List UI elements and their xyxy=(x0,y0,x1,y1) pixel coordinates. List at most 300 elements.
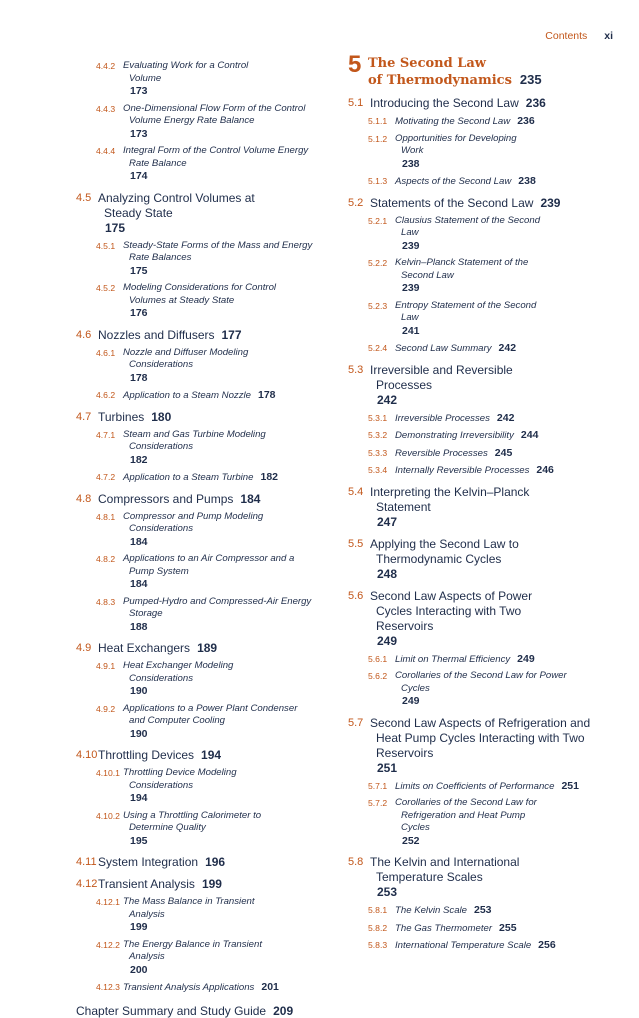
subsection-5-6-1[interactable] xyxy=(368,653,624,667)
entry-number: 4.9 xyxy=(76,642,92,654)
entry-page: 176 xyxy=(130,307,148,319)
section-5-1[interactable] xyxy=(348,96,624,111)
header-page-number: xi xyxy=(604,30,613,42)
entry-title xyxy=(123,389,338,403)
entry-page: 251 xyxy=(561,779,579,792)
entry-number: 4.12.3 xyxy=(96,982,120,992)
entry-page: 239 xyxy=(402,282,420,294)
entry-page: 249 xyxy=(377,633,398,648)
title-line: Compressors and Pumps xyxy=(98,491,234,506)
entry-number: 4.8.1 xyxy=(96,511,116,522)
entry-title xyxy=(395,115,624,129)
entry-number: 5.2.2 xyxy=(368,258,388,268)
title-line: Considerations xyxy=(129,441,193,452)
title-line: Heat Exchangers xyxy=(98,641,191,655)
title-line: Reversible Processes xyxy=(395,447,488,459)
title-line: Limit on Thermal Efficiency xyxy=(395,653,511,665)
entry-number: 5.3.1 xyxy=(368,412,388,423)
entry-page: 175 xyxy=(130,264,148,277)
entry-page: 178 xyxy=(130,371,148,384)
title-line: Processes xyxy=(376,377,433,392)
title-line: Analysis xyxy=(129,951,165,962)
entry-title xyxy=(123,981,338,995)
title-line: Corollaries of the Second Law for Power xyxy=(395,670,567,681)
entry-page: 242 xyxy=(498,342,517,354)
entry-title xyxy=(123,282,338,321)
title-line: International Temperature Scale xyxy=(395,940,532,951)
entry-number: 4.6 xyxy=(76,328,92,341)
right-entries xyxy=(348,96,624,953)
entry-page: 242 xyxy=(496,411,515,424)
title-line: The Gas Thermometer xyxy=(395,922,493,934)
entry-title xyxy=(370,716,624,776)
title-line: Cycles Interacting with Two xyxy=(376,603,522,618)
entry-title xyxy=(370,196,624,211)
entry-number: 4.4.3 xyxy=(96,103,116,114)
subsection-5-3-1[interactable] xyxy=(368,412,624,426)
title-line: Throttling Devices xyxy=(98,748,195,762)
entry-title xyxy=(395,175,624,189)
entry-page: 236 xyxy=(517,115,535,127)
entry-title xyxy=(395,257,624,296)
title-line: Kelvin–Planck Statement of the xyxy=(395,257,529,268)
entry-page: 177 xyxy=(221,327,242,342)
entry-title xyxy=(395,670,624,709)
title-line: Storage xyxy=(129,608,163,619)
title-line: The Energy Balance in Transient xyxy=(123,938,263,950)
entry-page: 201 xyxy=(261,981,279,993)
entry-number: 4.6.2 xyxy=(96,390,116,400)
title-line: Limits on Coefficients of Performance xyxy=(395,780,555,792)
entry-page: 251 xyxy=(377,760,398,775)
title-line: Analyzing Control Volumes at xyxy=(98,190,255,205)
entry-title xyxy=(395,342,624,356)
title-line: Rate Balances xyxy=(129,252,192,263)
title-line: Introducing the Second Law xyxy=(370,96,519,110)
entry-number: 4.12.1 xyxy=(96,897,120,907)
entry-title xyxy=(370,96,624,111)
entry-number: 4.12.2 xyxy=(96,939,120,950)
subsection-5-3-3[interactable] xyxy=(368,447,624,461)
entry-page: 174 xyxy=(130,170,148,182)
chapter-page: 235 xyxy=(519,72,542,87)
entry-page: 238 xyxy=(402,157,420,170)
subsection-4-5-2[interactable] xyxy=(96,282,338,321)
entry-page: 199 xyxy=(130,921,148,933)
title-line: Work xyxy=(401,145,424,156)
entry-page: 184 xyxy=(130,578,148,590)
subsection-4-4-4[interactable] xyxy=(96,145,338,184)
entry-title xyxy=(370,589,624,649)
title-line: Cycles xyxy=(401,822,430,833)
subsection-5-3-2[interactable] xyxy=(368,429,624,443)
entry-title xyxy=(123,103,338,142)
entry-page: 200 xyxy=(130,963,148,976)
entry-page: 199 xyxy=(201,877,222,891)
entry-page: 184 xyxy=(130,535,148,548)
title-line: Turbines xyxy=(98,409,145,424)
title-line: Steam and Gas Turbine Modeling xyxy=(123,428,266,440)
entry-number: 4.6.1 xyxy=(96,347,116,358)
title-line: Modeling Considerations for Control xyxy=(123,282,277,293)
entry-number: 5.4 xyxy=(348,485,364,498)
entry-number: 5.3.4 xyxy=(368,465,388,475)
title-line: Using a Throttling Calorimeter to xyxy=(123,809,262,821)
subsection-5-3-4[interactable] xyxy=(368,464,624,478)
entry-page: 253 xyxy=(377,885,398,899)
section-5-7[interactable] xyxy=(348,716,624,776)
title-line: Heat Exchanger Modeling xyxy=(123,660,234,671)
entry-number: 4.7.2 xyxy=(96,472,116,482)
entry-title xyxy=(395,429,624,443)
title-line: Rate Balance xyxy=(129,157,187,169)
entry-title xyxy=(395,447,624,461)
title-line: Transient Analysis Applications xyxy=(123,982,255,993)
entry-number: 4.11 xyxy=(76,856,97,868)
title-line: Steady-State Forms of the Mass and Energy xyxy=(123,239,313,251)
title-line: Application to a Steam Nozzle xyxy=(123,390,251,401)
entry-number: 5.1.3 xyxy=(368,176,388,186)
section-5-2[interactable] xyxy=(348,196,624,211)
title-line: Evaluating Work for a Control xyxy=(123,60,249,71)
title-line: Applying the Second Law to xyxy=(370,536,519,551)
title-line: Second Law Aspects of Power xyxy=(370,588,533,603)
title-line: Considerations xyxy=(129,672,193,684)
section-5-4[interactable] xyxy=(348,485,624,530)
subsection-4-7-1[interactable] xyxy=(96,429,338,468)
entry-page: 190 xyxy=(130,727,148,740)
subsection-5-8-1[interactable] xyxy=(368,904,624,918)
section-4-11[interactable] xyxy=(76,855,338,870)
title-line: System Integration xyxy=(98,855,199,869)
entry-title xyxy=(123,240,338,279)
subsection-5-1-2[interactable] xyxy=(368,133,624,172)
subsection-5-7-1[interactable] xyxy=(368,780,624,794)
title-line: Temperature Scales xyxy=(376,870,483,884)
entry-title xyxy=(370,855,624,900)
entry-title xyxy=(123,939,338,978)
chapter-summary-entry[interactable] xyxy=(76,1004,338,1018)
subsection-4-12-1[interactable] xyxy=(96,896,338,935)
entry-title xyxy=(123,60,338,99)
entry-page: 178 xyxy=(257,389,276,401)
entry-title xyxy=(123,471,338,485)
section-5-8[interactable] xyxy=(348,855,624,900)
entry-number: 4.10.1 xyxy=(96,768,120,778)
title-line: Clausius Statement of the Second xyxy=(395,214,541,226)
title-line: Considerations xyxy=(129,359,193,370)
entry-title xyxy=(395,300,624,339)
entry-title xyxy=(395,653,624,667)
entry-number: 4.5 xyxy=(76,191,92,204)
entry-page: 247 xyxy=(377,514,398,529)
subsection-5-1-1[interactable] xyxy=(368,115,624,129)
entry-number: 5.7 xyxy=(348,716,364,729)
title-line: Demonstrating Irreversibility xyxy=(395,430,514,441)
section-4-8[interactable] xyxy=(76,492,338,507)
subsection-4-6-2[interactable] xyxy=(96,389,338,403)
title-line: Applications to a Power Plant Condenser xyxy=(123,702,298,714)
subsection-5-2-4[interactable] xyxy=(368,342,624,356)
title-line: Steady State xyxy=(104,205,173,220)
title-line: Pumped-Hydro and Compressed-Air Energy xyxy=(123,595,312,607)
page-header xyxy=(545,30,613,42)
entry-title xyxy=(123,429,338,468)
entry-number: 4.5.2 xyxy=(96,283,116,293)
entry-number: 4.8 xyxy=(76,492,92,505)
entry-title xyxy=(123,703,338,742)
entry-page: 238 xyxy=(518,175,536,187)
entry-title xyxy=(395,797,624,848)
toc-right-column xyxy=(348,51,624,953)
title-line: Second Law xyxy=(401,269,454,281)
title-line: The Kelvin Scale xyxy=(395,905,467,916)
entry-page: 180 xyxy=(151,409,172,424)
subsection-4-5-1[interactable] xyxy=(96,240,338,279)
subsection-4-12-2[interactable] xyxy=(96,939,338,978)
entry-page: 244 xyxy=(520,429,539,441)
section-5-3[interactable] xyxy=(348,363,624,408)
title-line: Applications to an Air Compressor and a xyxy=(123,553,295,564)
entry-page: 195 xyxy=(130,834,148,847)
title-line: Law xyxy=(401,312,419,323)
title-line: The Mass Balance in Transient xyxy=(123,896,255,907)
entry-page: 245 xyxy=(494,446,513,459)
entry-number: 4.7.1 xyxy=(96,429,116,440)
entry-page: 239 xyxy=(540,195,561,210)
left-entries xyxy=(76,60,338,995)
entry-number: 5.1.1 xyxy=(368,116,388,126)
entry-title xyxy=(123,511,338,550)
title-line: Irreversible Processes xyxy=(395,412,490,424)
entry-number: 4.8.2 xyxy=(96,554,116,564)
toc-left-column xyxy=(76,56,338,1018)
chapter-title-line-2: of Thermodynamics xyxy=(368,73,512,88)
entry-page: 173 xyxy=(130,127,148,140)
summary-page: 209 xyxy=(273,1003,294,1018)
title-line: One-Dimensional Flow Form of the Control xyxy=(123,102,306,114)
entry-number: 5.2.1 xyxy=(368,215,388,226)
subsection-4-8-2[interactable] xyxy=(96,553,338,592)
section-4-5[interactable] xyxy=(76,191,338,236)
section-4-12[interactable] xyxy=(76,877,338,892)
entry-number: 4.7 xyxy=(76,410,92,423)
title-line: Application to a Steam Turbine xyxy=(123,472,254,483)
entry-title xyxy=(123,896,338,935)
entry-page: 241 xyxy=(402,324,420,337)
entry-title xyxy=(123,347,338,386)
entry-title xyxy=(98,191,338,236)
title-line: Second Law Summary xyxy=(395,343,492,354)
section-5-5[interactable] xyxy=(348,537,624,582)
chapter-heading[interactable] xyxy=(348,51,624,89)
section-4-7[interactable] xyxy=(76,410,338,425)
entry-number: 4.12 xyxy=(76,878,98,890)
entry-title xyxy=(395,780,624,794)
entry-title xyxy=(123,660,338,699)
entry-number: 5.3.3 xyxy=(368,447,388,458)
title-line: Pump System xyxy=(129,565,189,577)
title-line: Compressor and Pump Modeling xyxy=(123,510,264,522)
subsection-4-9-2[interactable] xyxy=(96,703,338,742)
entry-number: 5.3 xyxy=(348,363,364,376)
entry-number: 5.1 xyxy=(348,97,364,109)
entry-number: 5.3.2 xyxy=(368,430,388,440)
title-line: Entropy Statement of the Second xyxy=(395,299,537,311)
entry-page: 182 xyxy=(130,453,148,466)
title-line: Statements of the Second Law xyxy=(370,195,534,210)
entry-title xyxy=(98,748,338,763)
subsection-4-4-2[interactable] xyxy=(96,60,338,99)
subsection-4-6-1[interactable] xyxy=(96,347,338,386)
title-line: Nozzle and Diffuser Modeling xyxy=(123,346,249,358)
subsection-5-2-1[interactable] xyxy=(368,215,624,254)
entry-title xyxy=(98,492,338,507)
entry-title xyxy=(395,922,624,936)
entry-title xyxy=(98,855,338,870)
section-4-10[interactable] xyxy=(76,748,338,763)
title-line: Motivating the Second Law xyxy=(395,116,511,127)
entry-title xyxy=(123,767,338,806)
entry-title xyxy=(395,939,624,953)
title-line: Internally Reversible Processes xyxy=(395,465,530,476)
title-line: and Computer Cooling xyxy=(129,715,225,726)
entry-page: 249 xyxy=(402,695,420,707)
entry-number: 5.8.1 xyxy=(368,905,388,915)
entry-number: 4.9.2 xyxy=(96,703,116,714)
entry-number: 4.4.2 xyxy=(96,61,116,71)
title-line: Irreversible and Reversible xyxy=(370,362,513,377)
chapter-number: 5 xyxy=(348,51,362,78)
title-line: Reservoirs xyxy=(376,745,434,760)
title-line: Law xyxy=(401,227,419,238)
entry-page: 239 xyxy=(402,239,420,252)
subsection-5-6-2[interactable] xyxy=(368,670,624,709)
title-line: Statement xyxy=(376,499,431,514)
entry-title xyxy=(370,485,624,530)
entry-page: 175 xyxy=(105,220,126,235)
entry-page: 236 xyxy=(525,96,546,110)
entry-page: 246 xyxy=(536,464,554,476)
entry-page: 249 xyxy=(517,652,535,665)
entry-page: 242 xyxy=(377,392,398,407)
subsection-5-2-2[interactable] xyxy=(368,257,624,296)
title-line: Nozzles and Diffusers xyxy=(98,327,215,342)
subsection-5-8-2[interactable] xyxy=(368,922,624,936)
entry-number: 5.2.3 xyxy=(368,300,388,311)
title-line: Considerations xyxy=(129,523,193,534)
title-line: Opportunities for Developing xyxy=(395,132,517,144)
subsection-4-8-3[interactable] xyxy=(96,596,338,635)
entry-page: 256 xyxy=(538,939,556,951)
title-line: Thermodynamic Cycles xyxy=(376,551,502,566)
title-line: Volumes at Steady State xyxy=(129,294,235,306)
entry-number: 5.5 xyxy=(348,537,364,550)
section-5-6[interactable] xyxy=(348,589,624,649)
entry-title xyxy=(395,464,624,478)
entry-page: 190 xyxy=(130,685,148,697)
title-line: The Kelvin and International xyxy=(370,855,520,869)
entry-number: 5.8 xyxy=(348,856,364,868)
title-line: Integral Form of the Control Volume Energy xyxy=(123,145,309,156)
entry-title xyxy=(395,215,624,254)
title-line: Interpreting the Kelvin–Planck xyxy=(370,484,530,499)
entry-number: 5.8.2 xyxy=(368,922,388,933)
subsection-4-10-2[interactable] xyxy=(96,810,338,849)
title-line: Throttling Device Modeling xyxy=(123,767,237,778)
title-line: Corollaries of the Second Law for xyxy=(395,797,537,808)
entry-page: 194 xyxy=(130,792,148,804)
entry-page: 173 xyxy=(130,85,148,97)
entry-page: 189 xyxy=(197,641,218,655)
subsection-5-7-2[interactable] xyxy=(368,797,624,848)
entry-number: 5.2.4 xyxy=(368,343,388,353)
entry-number: 5.2 xyxy=(348,196,364,209)
entry-page: 182 xyxy=(260,471,279,483)
subsection-4-7-2[interactable] xyxy=(96,471,338,485)
entry-number: 4.10.2 xyxy=(96,810,120,821)
chapter-title-line-1: The Second Law xyxy=(368,56,486,71)
entry-number: 5.8.3 xyxy=(368,940,388,950)
section-4-9[interactable] xyxy=(76,641,338,656)
subsection-4-4-3[interactable] xyxy=(96,103,338,142)
entry-title xyxy=(395,133,624,172)
subsection-5-8-3[interactable] xyxy=(368,939,624,953)
entry-page: 184 xyxy=(240,491,261,506)
subsection-4-12-3[interactable] xyxy=(96,981,338,995)
entry-title xyxy=(98,641,338,656)
entry-title xyxy=(370,363,624,408)
entry-number: 5.1.2 xyxy=(368,133,388,144)
entry-number: 5.6.1 xyxy=(368,653,388,664)
title-line: Cycles xyxy=(401,682,430,694)
entry-number: 4.8.3 xyxy=(96,596,116,607)
entry-title xyxy=(98,877,338,892)
entry-title xyxy=(98,410,338,425)
title-line: Transient Analysis xyxy=(98,877,195,891)
section-4-6[interactable] xyxy=(76,328,338,343)
subsection-5-1-3[interactable] xyxy=(368,175,624,189)
entry-number: 5.7.2 xyxy=(368,798,388,808)
entry-title xyxy=(123,553,338,592)
subsection-4-8-1[interactable] xyxy=(96,511,338,550)
title-line: Determine Quality xyxy=(129,822,206,833)
entry-title xyxy=(395,904,624,918)
summary-title: Chapter Summary and Study Guide xyxy=(76,1003,267,1018)
subsection-4-9-1[interactable] xyxy=(96,660,338,699)
title-line: Aspects of the Second Law xyxy=(395,176,512,187)
title-line: Heat Pump Cycles Interacting with Two xyxy=(376,730,585,745)
entry-number: 5.6.2 xyxy=(368,671,388,681)
title-line: Considerations xyxy=(129,779,193,791)
entry-number: 5.6 xyxy=(348,589,364,602)
subsection-5-2-3[interactable] xyxy=(368,300,624,339)
title-line: Volume Energy Rate Balance xyxy=(129,115,255,126)
entry-page: 248 xyxy=(377,566,398,581)
entry-number: 4.4.4 xyxy=(96,146,116,156)
entry-page: 194 xyxy=(201,748,222,762)
entry-title xyxy=(98,328,338,343)
entry-number: 4.9.1 xyxy=(96,661,116,671)
entry-title xyxy=(370,537,624,582)
entry-page: 252 xyxy=(402,834,420,847)
entry-title xyxy=(395,412,624,426)
subsection-4-10-1[interactable] xyxy=(96,767,338,806)
entry-page: 253 xyxy=(474,904,492,916)
title-line: Volume xyxy=(129,72,162,84)
title-line: Reservoirs xyxy=(376,618,434,633)
title-line: Second Law Aspects of Refrigeration and xyxy=(370,715,591,730)
